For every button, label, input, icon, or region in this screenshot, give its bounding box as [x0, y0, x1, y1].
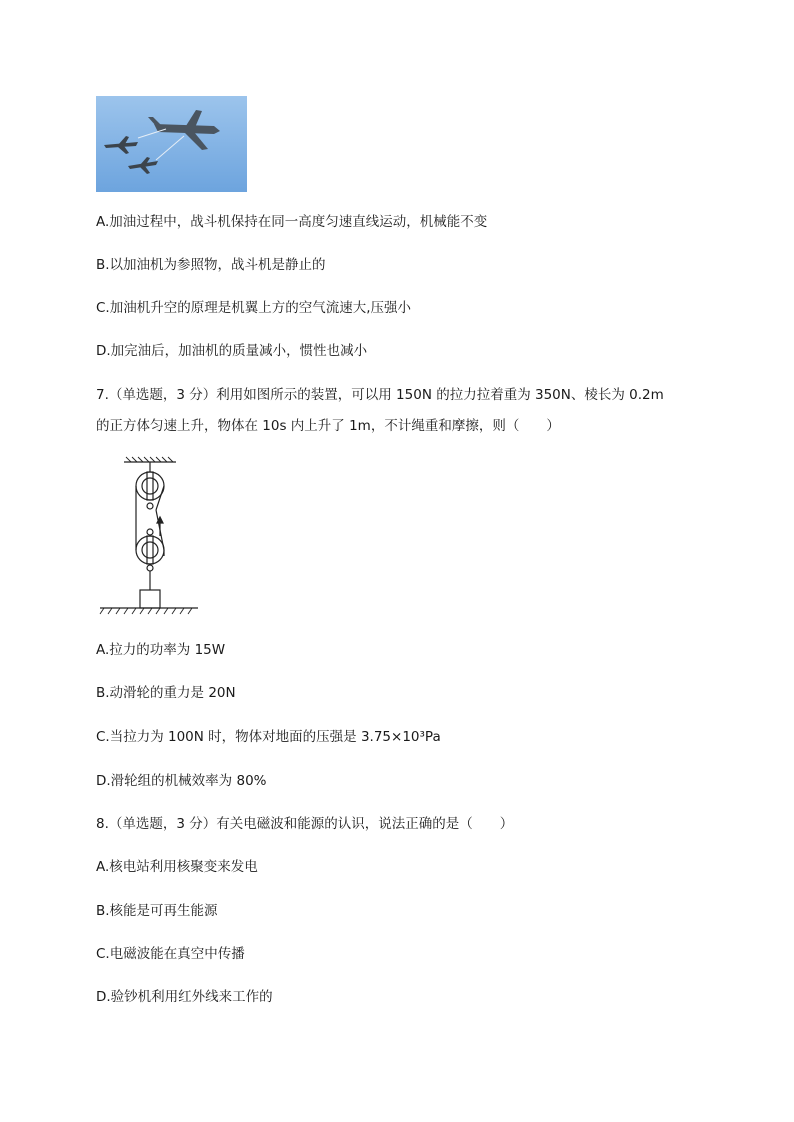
q8-option-b: B.核能是可再生能源 [96, 903, 218, 919]
aerial-refueling-photo [96, 96, 247, 192]
q8-stem: 8.（单选题，3 分）有关电磁波和能源的认识，说法正确的是（ ） [96, 816, 514, 832]
q6-option-a: A.加油过程中，战斗机保持在同一高度匀速直线运动，机械能不变 [96, 214, 488, 230]
q7-stem-line2: 的正方体匀速上升，物体在 10s 内上升了 1m，不计绳重和摩擦，则（ ） [96, 418, 560, 434]
q6-option-d: D.加完油后，加油机的质量减小，惯性也减小 [96, 343, 368, 359]
q7-option-a: A.拉力的功率为 15W [96, 642, 226, 658]
q7-option-b: B.动滑轮的重力是 20N [96, 685, 236, 701]
q7-option-d: D.滑轮组的机械效率为 80% [96, 773, 267, 789]
q6-option-b: B.以加油机为参照物，战斗机是静止的 [96, 257, 326, 273]
q8-option-d: D.验钞机利用红外线来工作的 [96, 989, 273, 1005]
q8-option-a: A.核电站利用核聚变来发电 [96, 859, 258, 875]
q7-stem-line1: 7.（单选题，3 分）利用如图所示的装置，可以用 150N 的拉力拉着重为 350N、棱长为 0.2m [96, 387, 664, 403]
q6-option-c: C.加油机升空的原理是机翼上方的空气流速大,压强小 [96, 300, 412, 316]
q7-option-c: C.当拉力为 100N 时，物体对地面的压强是 3.75×10³Pa [96, 729, 441, 745]
q8-option-c: C.电磁波能在真空中传播 [96, 946, 245, 962]
pulley-system-diagram [98, 456, 202, 618]
